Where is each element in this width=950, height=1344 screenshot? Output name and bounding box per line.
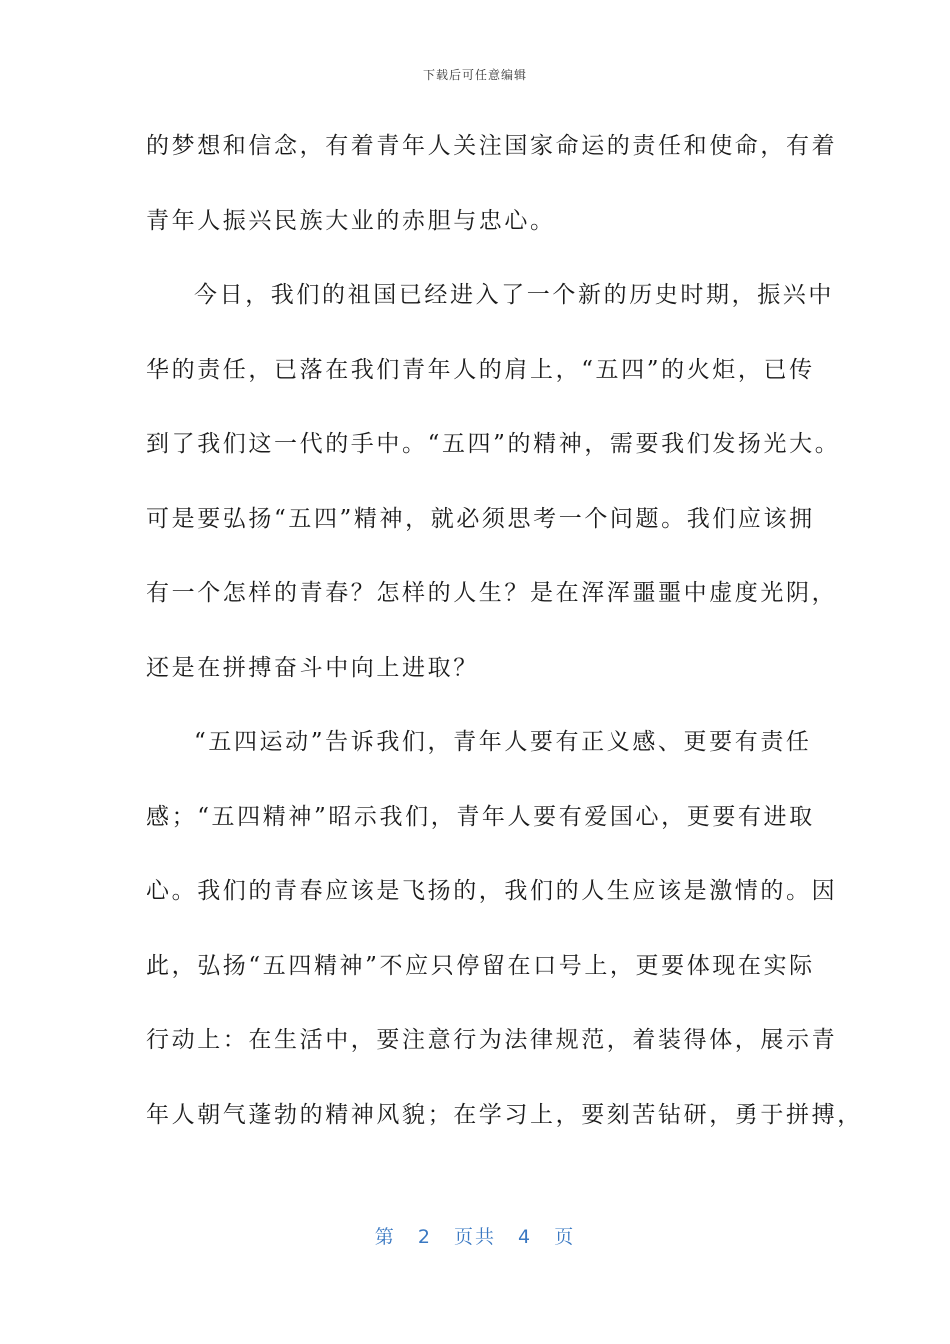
page-header-note: 下载后可任意编辑 [422,68,527,82]
page-total: 4 [518,1226,533,1248]
page-number-footer [0,1222,950,1249]
text-line: 行动上：在生活中，要注意行为法律规范，着装得体，展示青 [146,1027,838,1053]
text-line: 此，弘扬“五四精神”不应只停留在口号上，更要体现在实际 [146,952,815,979]
text-line: 青年人振兴民族大业的赤胆与忠心。 [146,207,556,234]
text-line: 有一个怎样的青春？怎样的人生？是在浑浑噩噩中虚度光阴， [146,580,838,606]
paragraph-start-line: 今日，我们的祖国已经进入了一个新的历史时期，振兴中 [194,282,834,308]
document-body [146,114,863,1157]
text-line: 华的责任，已落在我们青年人的肩上，“五四”的火炬，已传 [146,356,815,383]
page-suffix: 页 [554,1226,576,1248]
paragraph-start-line: “五四运动”告诉我们，青年人要有正义感、更要有责任 [194,729,812,755]
page-current: 2 [417,1226,432,1248]
page-prefix: 第 [374,1226,396,1248]
text-line: 到了我们这一代的手中。“五四”的精神，需要我们发扬光大。 [146,431,841,457]
text-line: 心。我们的青春应该是飞扬的，我们的人生应该是激情的。因 [146,878,838,904]
text-line: 还是在拼搏奋斗中向上进取？ [146,654,479,681]
text-line: 可是要弘扬“五四”精神，就必须思考一个问题。我们应该拥 [146,505,815,532]
text-line: 的梦想和信念，有着青年人关注国家命运的责任和使命，有着 [146,133,838,159]
page-mid: 页共 [453,1226,496,1248]
text-line: 年人朝气蓬勃的精神风貌；在学习上，要刻苦钻研，勇于拼搏， [146,1101,863,1128]
text-line: 感；“五四精神”昭示我们，青年人要有爱国心，更要有进取 [146,803,815,830]
